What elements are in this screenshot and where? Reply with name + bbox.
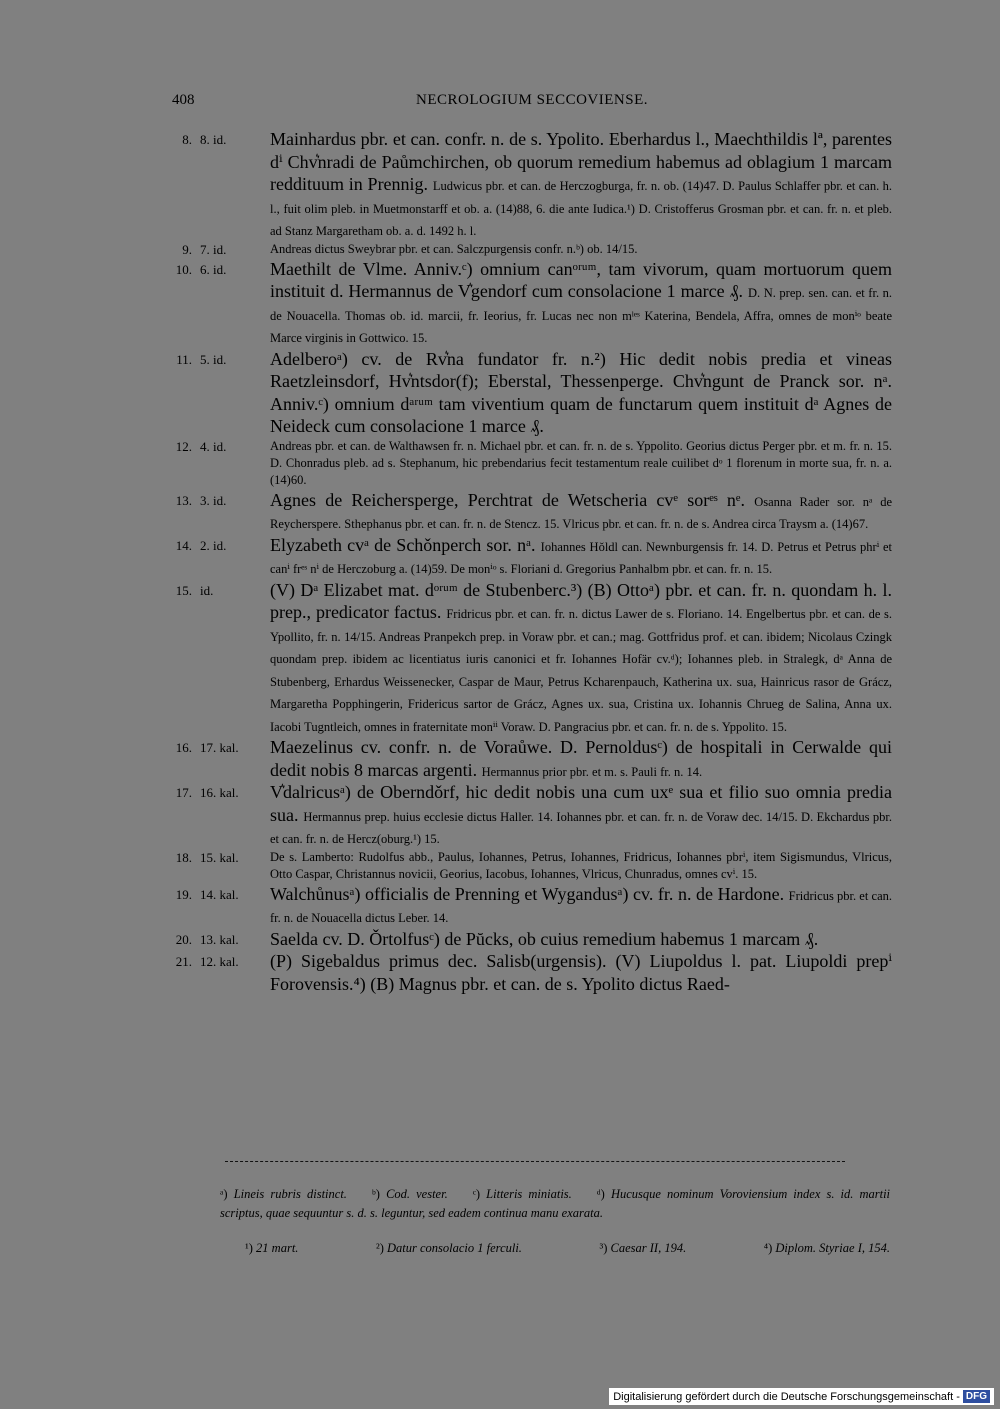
- page-header: [172, 92, 892, 112]
- footnote-text: 21 mart.: [256, 1241, 299, 1255]
- main-text: Saelda cv. D. Ǒrtolfusᶜ) de Pŭcks, ob cuius remedium habemus 1 marcam ₰.: [270, 928, 819, 949]
- main-text: (V) Dᵃ Elizabet mat. dᵒʳᵘᵐ de Stubenberc.³) (B) Ottoᵃ) pbr. et can. fr. n. quondam h. l. prep., predicator factus.: [270, 579, 892, 622]
- footnote-text: Litteris miniatis.: [486, 1187, 572, 1201]
- entry-text: [270, 258, 892, 348]
- editorial-footnotes: [220, 1185, 890, 1223]
- entry: [172, 950, 892, 995]
- later-addition: Ludwicus pbr. et can. de Herczogburga, fr. n. ob. (14)47. D. Paulus Schlaffer pbr. et can. h. l., fuit olim pleb. in Muetmonstarff et ob. a. (14)88, 6. die ante Iudica.¹) D. Cristofferus Grosman pbr. et can. fr. n. et pleb. ad Stanz Margaretham ob. a. d. 1492 h. l.: [270, 179, 893, 238]
- entry-number: 15.: [175, 582, 192, 598]
- footnote-mark: ᶜ): [472, 1187, 481, 1201]
- roman-date: 6. id.: [200, 261, 227, 277]
- entry-text: [270, 241, 892, 258]
- main-text: Maezelinus cv. confr. n. de Voraůwe. D. Pernoldusᶜ) de hospitali in Cerwalde qui dedit nobis 8 marcas argenti.: [270, 737, 892, 780]
- footnote: [220, 1187, 347, 1201]
- main-text: Elyzabeth cvᵃ de Schǒnperch sor. nᵃ.: [270, 534, 536, 555]
- footnote: [764, 1241, 890, 1256]
- footnote: [376, 1241, 522, 1256]
- entry-text: [270, 849, 892, 883]
- entry-text: [270, 534, 892, 579]
- entry: [172, 781, 892, 849]
- footnote-mark: ¹): [245, 1241, 253, 1255]
- main-text: Walchůnusᵃ) officialis de Prenning et Wygandusᵃ) cv. fr. n. de Hardone.: [270, 883, 785, 904]
- entry-number: 17.: [175, 785, 192, 800]
- entry: [172, 241, 892, 258]
- necrology-entries: [172, 128, 892, 995]
- entry: [172, 579, 892, 737]
- footnote-text: Datur consolacio 1 ferculi.: [387, 1241, 522, 1255]
- footnote-text: Cod. vester.: [386, 1187, 448, 1201]
- entry-number: 20.: [175, 931, 192, 947]
- roman-date: 7. id.: [200, 241, 227, 257]
- main-text: Mainhardus pbr. et can. confr. n. de s. Ypolito. Eberhardus l., Maechthildis lª, parentes dⁱ Chv͛nradi de Paůmchirchen, ob quorum remedium habemus ad oblagium 1 marcam reddituum in Prennig.: [270, 129, 892, 194]
- entry-text: [270, 736, 892, 781]
- footnote: [473, 1187, 572, 1201]
- roman-date: 2. id.: [200, 537, 227, 553]
- later-addition: Osanna Rader sor. nᵃ de Reycherspere. Sthephanus pbr. et can. fr. n. de Stencz. 15. Vlricus pbr. et can. fr. n. de s. Andrea circa Traysm a. (14)67.: [270, 494, 892, 531]
- footnote-rule: [225, 1161, 845, 1162]
- entry-text: [270, 438, 892, 489]
- roman-date: 14. kal.: [200, 886, 239, 902]
- entry-text: [270, 348, 892, 438]
- footnote-mark: ⁴): [763, 1241, 773, 1255]
- entry-text: [270, 781, 892, 849]
- entry-text: [270, 883, 892, 928]
- roman-date: 13. kal.: [200, 931, 239, 947]
- later-addition: Andreas pbr. et can. de Walthawsen fr. n. Michael pbr. et can. fr. n. de s. Yppolito. Georius dictus Perger pbr. et m. fr. n. 15. D. Chonradus pleb. ad s. Stephanum, hic prebendarius fecit testamentum reale cuilibet dᵒ 1 florenum in morte sua, fr. n. a. (14)60.: [270, 438, 892, 487]
- later-addition: Hermannus prep. huius ecclesie dictus Haller. 14. Iohannes pbr. et can. fr. n. de Voraw dec. 14/15. D. Ekchardus pbr. et can. fr. n. de Hercz(oburg.¹) 15.: [270, 809, 893, 846]
- roman-date: 12. kal.: [200, 954, 239, 969]
- dfg-logo: DFG: [963, 1390, 990, 1403]
- entry: [172, 258, 892, 348]
- main-text: Maethilt de Vlme. Anniv.ᶜ) omnium canᵒʳᵘᵐ, tam vivorum, quam mortuorum quem instituit d. Hermannus de V͛gendorf cum consolacione 1 marce ₰.: [270, 258, 892, 301]
- footnote-mark: ᵇ): [371, 1187, 380, 1201]
- entry-text: [270, 579, 892, 737]
- banner-text: Digitalisierung gefördert durch die Deutsche Forschungsgemeinschaft -: [613, 1390, 960, 1403]
- entry: [172, 438, 892, 489]
- entry-number: 19.: [175, 886, 192, 902]
- later-addition: Hermannus prior pbr. et m. s. Pauli fr. n. 14.: [481, 764, 703, 779]
- later-addition: D. N. prep. sen. can. et fr. n. de Nouacella. Thomas ob. id. marcii, fr. Ieorius, fr. Lucas nec non mˡᵉˢ Katerina, Bendela, Affra, omnes de monⁱᵒ beate Marce virginis in Gottwico. 15.: [270, 286, 893, 345]
- entry-text: [270, 128, 892, 241]
- later-addition: Andreas dictus Sweybrar pbr. et can. Salczpurgensis confr. n.ᵇ) ob. 14/15.: [270, 241, 638, 256]
- roman-date: 5. id.: [200, 351, 227, 367]
- footnote-text: Lineis rubris distinct.: [233, 1187, 347, 1201]
- entry-number: 9.: [182, 241, 192, 257]
- roman-date: 17. kal.: [200, 740, 239, 755]
- main-text: Adelberoᵃ) cv. de Rv͛na fundator fr. n.²) Hic dedit nobis predia et vineas Raetzleinsdorf, Hv͛ntsdor(f); Eberstal, Thessenperge. Chv͛ngunt de Pranck sor. nᵃ. Anniv.ᶜ) omnium dᵃʳᵘᵐ tam viventium quam de functarum quem instituit dᵃ Agnes de Neideck cum consolacione 1 marce ₰.: [270, 348, 892, 436]
- page-number: 408: [172, 92, 195, 108]
- roman-date: 8. id.: [200, 132, 227, 147]
- footnote-text: Caesar II, 194.: [610, 1241, 687, 1255]
- entry: [172, 128, 892, 241]
- footnote-text: Hucusque nominum Voroviensium index s. id. martii scriptus, quae sequuntur s. d. s. leguntur, sed eadem continua manu exarata.: [220, 1187, 891, 1220]
- main-text: Agnes de Reichersperge, Perchtrat de Wetscheria cvᵉ sorᵉˢ nᵉ.: [270, 489, 745, 510]
- main-text: (P) Sigebaldus primus dec. Salisb(urgensis). (V) Liupoldus l. pat. Liupoldi prepⁱ Forovensis.⁴) (B) Magnus pbr. et can. de s. Ypolito dictus Raed-: [270, 951, 892, 994]
- footnote: [245, 1241, 298, 1256]
- footnote-mark: ᵃ): [220, 1187, 228, 1201]
- footnote-mark: ²): [375, 1241, 384, 1255]
- entry: [172, 736, 892, 781]
- entry: [172, 534, 892, 579]
- entry-text: [270, 489, 892, 534]
- entry: [172, 883, 892, 928]
- later-addition: De s. Lamberto: Rudolfus abb., Paulus, Iohannes, Petrus, Iohannes, Fridricus, Iohannes pbrⁱ, item Sigismundus, Vlricus, Otto Caspar, Christannus novicii, Georius, Iacobus, Iohannes, Vlricus, Chunradus, omnes cvⁱ. 15.: [270, 849, 892, 881]
- entry-number: 12.: [175, 438, 192, 454]
- entry-number: 14.: [175, 537, 192, 553]
- roman-date: id.: [200, 582, 214, 598]
- roman-date: 15. kal.: [200, 849, 239, 865]
- footnote: [372, 1187, 448, 1201]
- numbered-footnotes: [245, 1241, 890, 1256]
- entry-number: 13.: [175, 492, 192, 508]
- running-title: NECROLOGIUM SECCOVIENSE.: [415, 92, 648, 108]
- footnote-text: Diplom. Styriae I, 154.: [775, 1241, 890, 1255]
- roman-date: 4. id.: [200, 438, 227, 454]
- footnote-mark: ᵈ): [596, 1187, 605, 1201]
- entry-text: [270, 950, 892, 995]
- later-addition: Iohannes Hǒldl can. Newnburgensis fr. 14. D. Petrus et Petrus phrⁱ et canⁱ frᵉˢ nⁱ de Herczoburg a. (14)59. De monⁱᵒ s. Floriani d. Gregorius Panhalbm pbr. et can. fr. n. 15.: [270, 539, 893, 576]
- entry-text: [270, 928, 892, 951]
- main-text: V͛dalricusᵃ) de Oberndǒrf, hic dedit nobis una cum uxᵉ sua et filio suo omnia predia sua.: [270, 782, 892, 825]
- later-addition: Fridricus pbr. et can. fr. n. de Nouacella dictus Leber. 14.: [270, 888, 892, 925]
- footnote: [599, 1241, 686, 1256]
- entry: [172, 928, 892, 951]
- entry-number: 18.: [175, 849, 192, 865]
- roman-date: 3. id.: [200, 492, 227, 508]
- entry-number: 11.: [176, 351, 192, 367]
- entry-number: 8.: [182, 132, 192, 147]
- entry-number: 10.: [175, 261, 192, 277]
- entry-number: 16.: [175, 740, 192, 755]
- roman-date: 16. kal.: [200, 785, 239, 800]
- entry: [172, 348, 892, 438]
- later-addition: Fridricus pbr. et can. fr. n. dictus Lawer de s. Floriano. 14. Engelbertus pbr. et can. de s. Ypollito, fr. n. 14/15. Andreas Pranpekch prep. in Voraw pbr. et can.; mag. Gottfridus prof. et can. ibidem; Nicolaus Czingk quondam prep. ibidem ac licentiatus iuris canonici et fr. Iohannes Hofär cv.ᵈ); Iohannes pleb. in Stralegk, dᵃ Anna de Stubenberg, Erhardus Weissenecker, Caspar de Maur, Petrus Kcharenpauch, Katherina ux. sua, Hainricus rasor de Grácz, Margaretha Popphingerin, Fridericus sartor de Grácz, Agnes ux. sua, Cristina ux. Iohannis Chrueg de Salina, Anna ux. Iacobi Tugntleich, omnes in fraternitate monⁱⁱ Voraw. D. Pangracius pbr. et can. fr. n. de s. Yppolito. 15.: [270, 607, 893, 734]
- dfg-banner: [609, 1388, 994, 1405]
- footnote-mark: ³): [599, 1241, 608, 1255]
- entry-number: 21.: [175, 954, 192, 969]
- entry: [172, 849, 892, 883]
- entry: [172, 489, 892, 534]
